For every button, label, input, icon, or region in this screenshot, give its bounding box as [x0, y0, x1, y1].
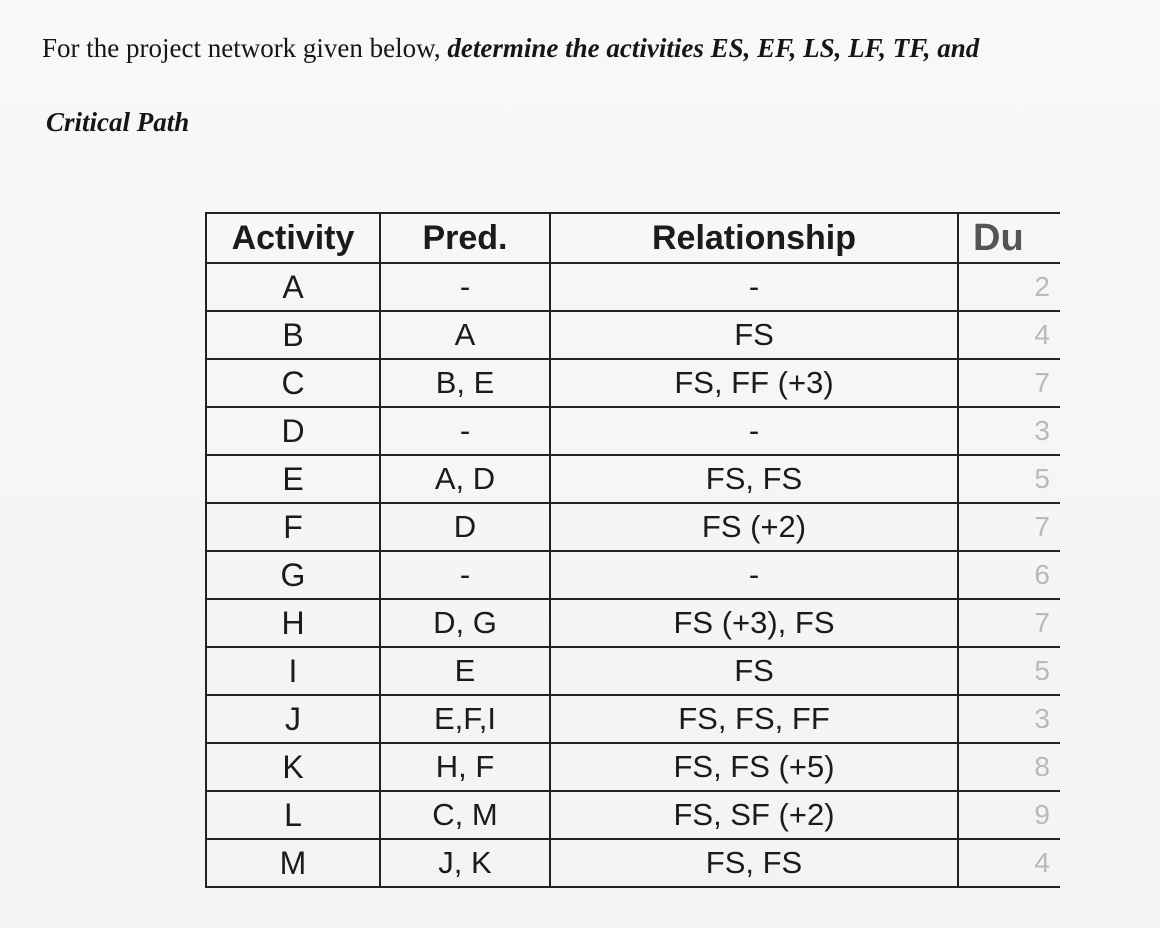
table-row	[206, 407, 1060, 455]
cell-duration: 4	[958, 839, 1060, 887]
header-duration: Du	[958, 213, 1060, 263]
cell-pred: E	[380, 647, 550, 695]
cell-relationship: FS, FS, FF	[550, 695, 958, 743]
cell-activity: M	[206, 839, 380, 887]
cell-duration: 7	[958, 359, 1060, 407]
table-row	[206, 743, 1060, 791]
cell-activity: G	[206, 551, 380, 599]
cell-activity: D	[206, 407, 380, 455]
cell-relationship: -	[550, 263, 958, 311]
cell-duration: 6	[958, 551, 1060, 599]
question-prefix: For the project network given below,	[42, 33, 448, 63]
cell-duration: 8	[958, 743, 1060, 791]
cell-activity: K	[206, 743, 380, 791]
cell-activity: I	[206, 647, 380, 695]
cell-activity: B	[206, 311, 380, 359]
question-text	[42, 28, 1142, 68]
question-emphasis: determine the activities ES, EF, LS, LF, TF, and	[447, 33, 980, 63]
cell-relationship: -	[550, 551, 958, 599]
cell-duration: 4	[958, 311, 1060, 359]
cell-duration: 7	[958, 503, 1060, 551]
table-row	[206, 263, 1060, 311]
table-row	[206, 647, 1060, 695]
cell-relationship: FS	[550, 311, 958, 359]
cell-pred: -	[380, 407, 550, 455]
cell-pred: E,F,I	[380, 695, 550, 743]
cell-duration: 3	[958, 695, 1060, 743]
cell-duration: 7	[958, 599, 1060, 647]
activity-table	[205, 212, 1060, 888]
header-relationship: Relationship	[550, 213, 958, 263]
cell-relationship: FS	[550, 647, 958, 695]
cell-activity: H	[206, 599, 380, 647]
header-pred: Pred.	[380, 213, 550, 263]
activity-table-container	[205, 212, 1060, 902]
cell-duration: 5	[958, 455, 1060, 503]
cell-activity: L	[206, 791, 380, 839]
table-row	[206, 503, 1060, 551]
cell-relationship: FS, FF (+3)	[550, 359, 958, 407]
table-row	[206, 359, 1060, 407]
cell-pred: B, E	[380, 359, 550, 407]
table-row	[206, 455, 1060, 503]
cell-relationship: -	[550, 407, 958, 455]
cell-duration: 2	[958, 263, 1060, 311]
cell-pred: D	[380, 503, 550, 551]
table-row	[206, 695, 1060, 743]
cell-relationship: FS, FS (+5)	[550, 743, 958, 791]
cell-pred: D, G	[380, 599, 550, 647]
cell-activity: C	[206, 359, 380, 407]
cell-activity: F	[206, 503, 380, 551]
cell-pred: C, M	[380, 791, 550, 839]
cell-relationship: FS (+2)	[550, 503, 958, 551]
cell-duration: 9	[958, 791, 1060, 839]
table-row	[206, 311, 1060, 359]
cell-activity: J	[206, 695, 380, 743]
cell-relationship: FS (+3), FS	[550, 599, 958, 647]
table-row	[206, 599, 1060, 647]
question-line2: Critical Path	[46, 107, 190, 137]
cell-duration: 5	[958, 647, 1060, 695]
cell-pred: A	[380, 311, 550, 359]
cell-pred: A, D	[380, 455, 550, 503]
cell-pred: J, K	[380, 839, 550, 887]
cell-activity: A	[206, 263, 380, 311]
cell-relationship: FS, FS	[550, 839, 958, 887]
cell-relationship: FS, FS	[550, 455, 958, 503]
header-activity: Activity	[206, 213, 380, 263]
cell-activity: E	[206, 455, 380, 503]
table-row	[206, 551, 1060, 599]
table-row	[206, 839, 1060, 887]
cell-pred: H, F	[380, 743, 550, 791]
table-row	[206, 791, 1060, 839]
table-header-row	[206, 213, 1060, 263]
cell-duration: 3	[958, 407, 1060, 455]
cell-pred: -	[380, 263, 550, 311]
cell-relationship: FS, SF (+2)	[550, 791, 958, 839]
cell-pred: -	[380, 551, 550, 599]
